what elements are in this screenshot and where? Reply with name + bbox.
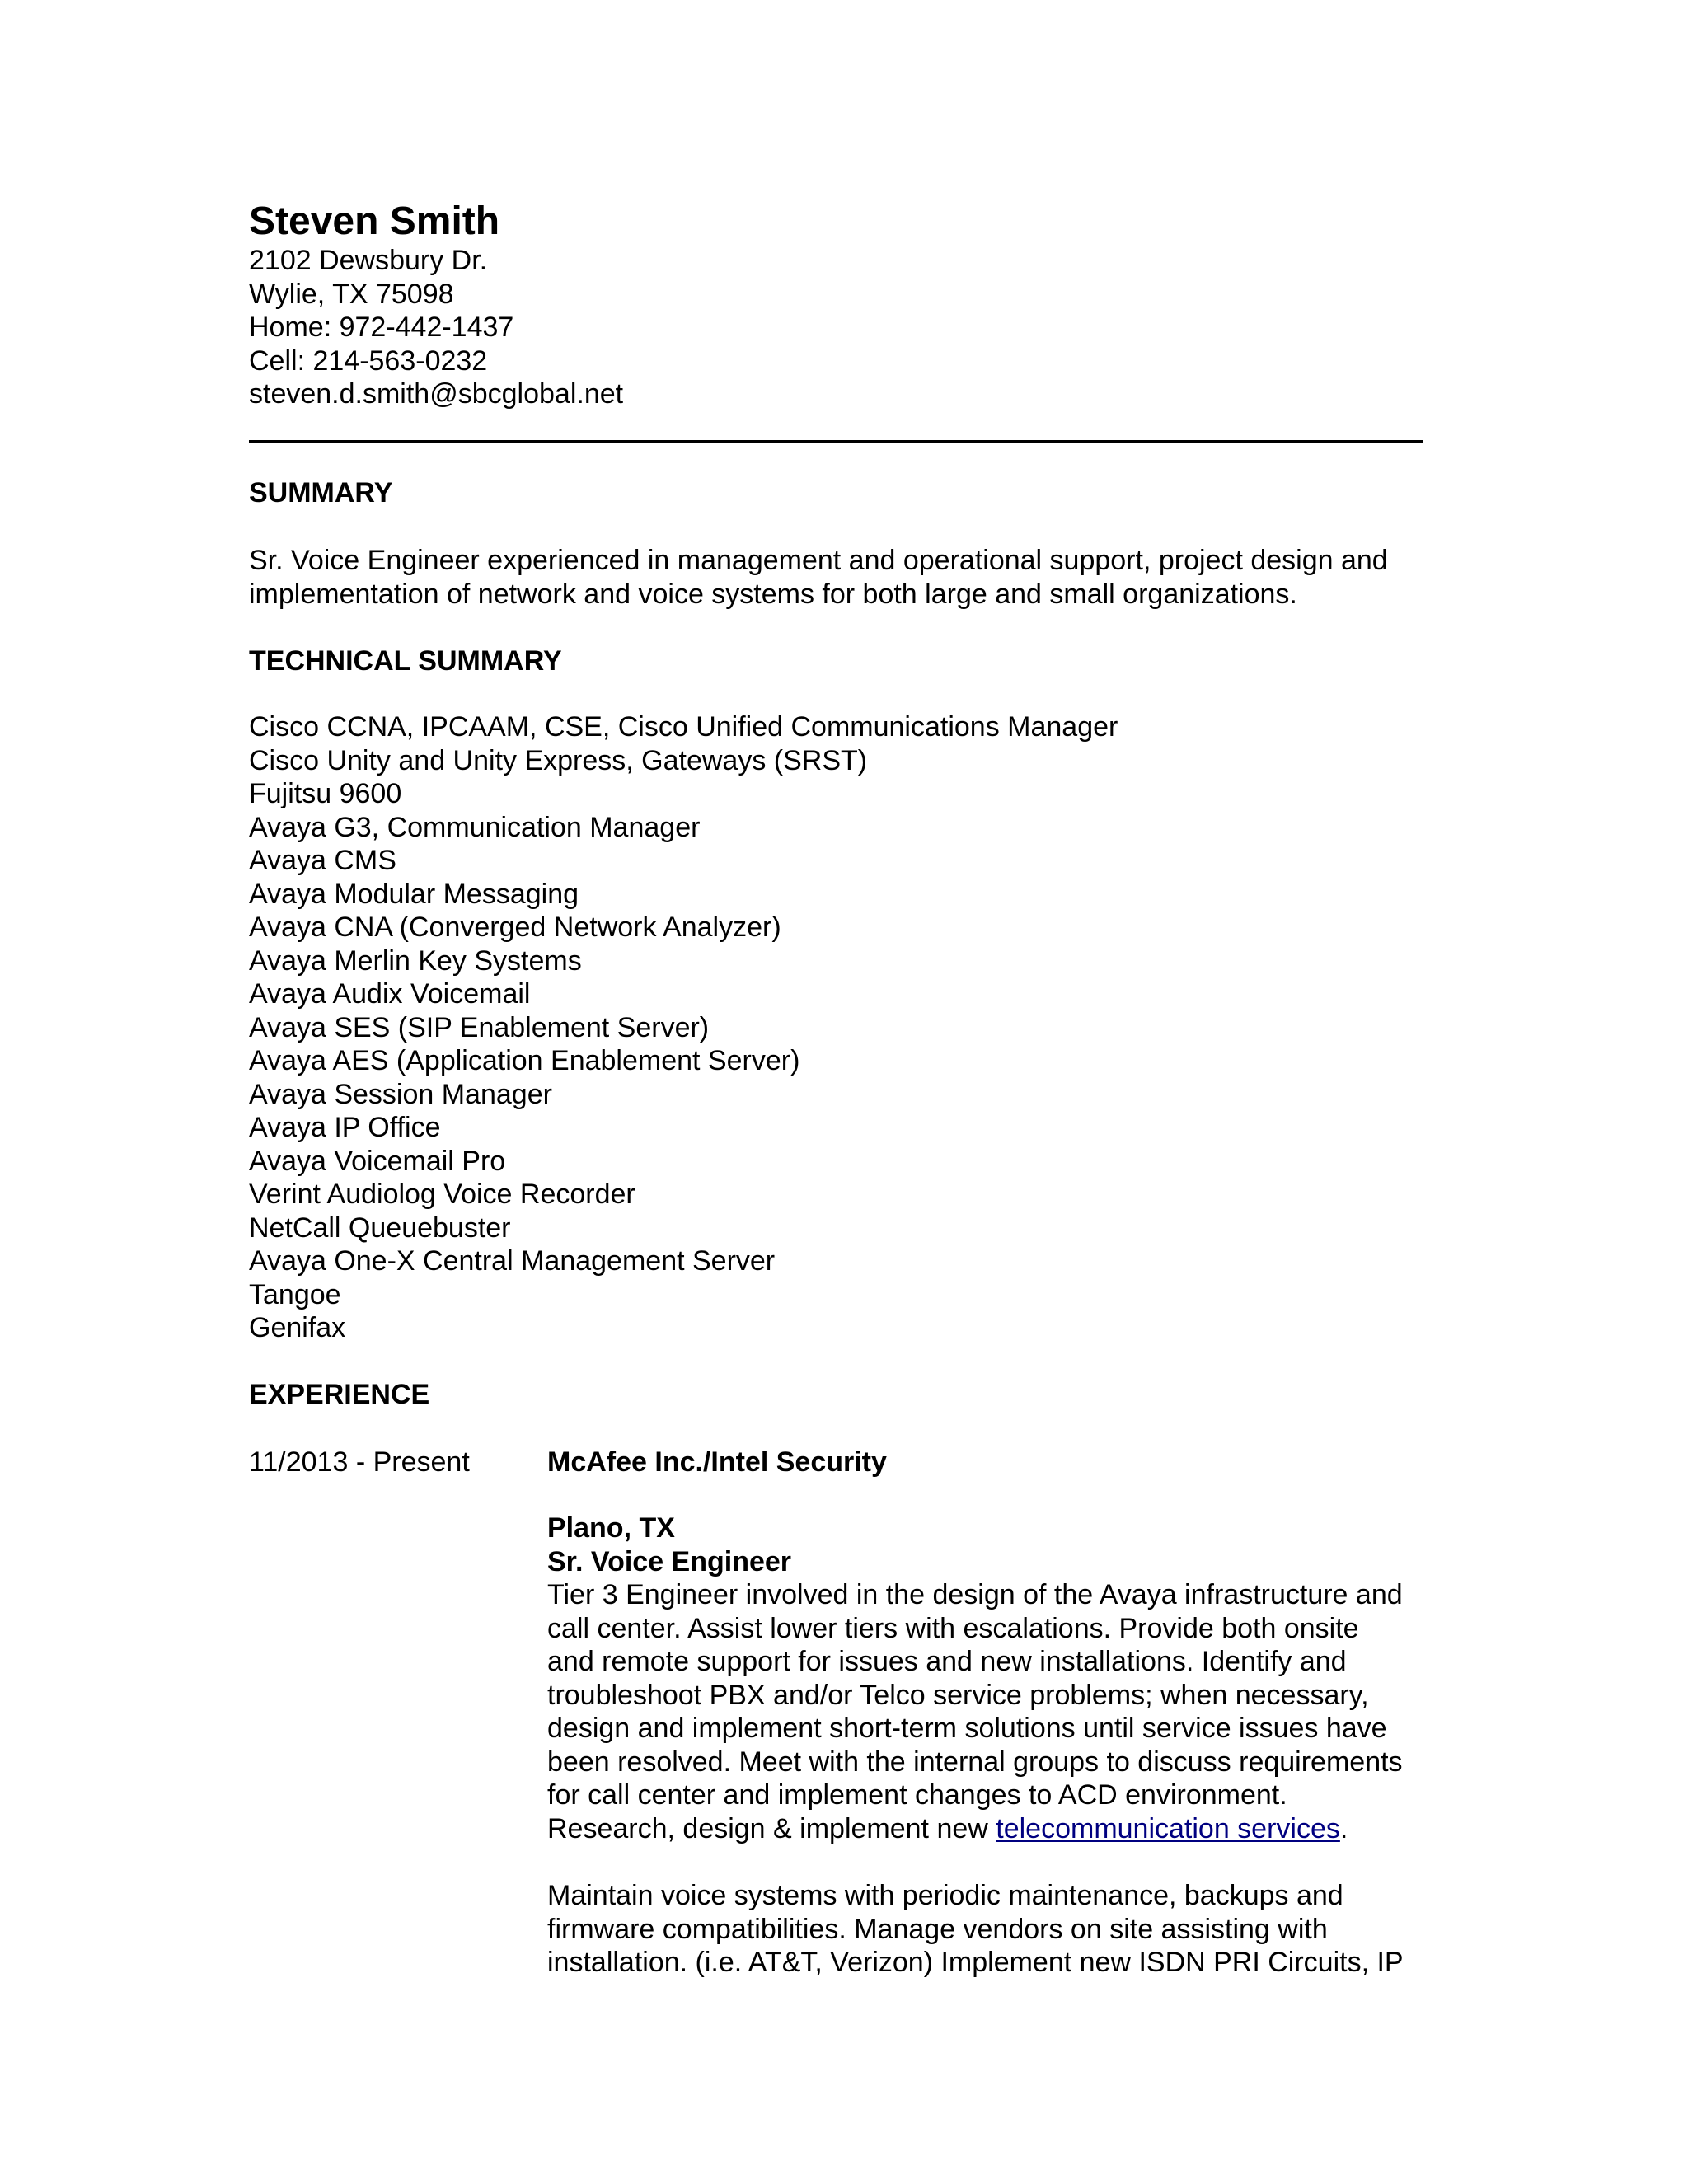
job-description-line: troubleshoot PBX and/or Telco service problems; when necessary, <box>547 1679 1369 1711</box>
skill-item: Genifax <box>249 1312 346 1343</box>
job-description-line: installation. (i.e. AT&T, Verizon) Implement new ISDN PRI Circuits, IP <box>547 1947 1404 1978</box>
summary-paragraph <box>249 544 1388 611</box>
skill-item: Avaya CNA (Converged Network Analyzer) <box>249 912 781 943</box>
job-title: Sr. Voice Engineer <box>547 1545 792 1577</box>
job-location: Plano, TX <box>547 1512 675 1544</box>
job-description-line: been resolved. Meet with the internal groups to discuss requirements <box>547 1746 1403 1778</box>
technical-skills-list <box>249 710 1118 1345</box>
technical-summary-heading: TECHNICAL SUMMARY <box>249 645 562 677</box>
summary-line: implementation of network and voice systems for both large and small organizations. <box>249 578 1297 610</box>
job-details <box>547 1511 1403 1845</box>
skill-item: Avaya Voicemail Pro <box>249 1145 506 1177</box>
candidate-name: Steven Smith <box>249 199 500 243</box>
job-description-line: call center. Assist lower tiers with escalations. Provide both onsite <box>547 1612 1359 1644</box>
job-description-paragraph-2 <box>547 1879 1404 1980</box>
skill-item: Avaya Audix Voicemail <box>249 978 531 1010</box>
job-description-line: Maintain voice systems with periodic maintenance, backups and <box>547 1880 1343 1911</box>
skill-item: Avaya IP Office <box>249 1112 441 1143</box>
skill-item: Avaya Merlin Key Systems <box>249 944 582 977</box>
summary-line: Sr. Voice Engineer experienced in management and operational support, project design and <box>249 545 1388 576</box>
job-description-line: firmware compatibilities. Manage vendors on site assisting with <box>547 1913 1328 1945</box>
skill-item: Fujitsu 9600 <box>249 778 402 809</box>
cell-phone: Cell: 214-563-0232 <box>249 344 488 377</box>
skill-item: Avaya CMS <box>249 845 396 876</box>
job-description-last-line <box>547 1812 1403 1846</box>
skill-item: NetCall Queuebuster <box>249 1212 511 1244</box>
job-description-line: for call center and implement changes to ACD environment. <box>547 1779 1287 1811</box>
skill-item: Cisco CCNA, IPCAAM, CSE, Cisco Unified Communications Manager <box>249 711 1118 743</box>
skill-item: Avaya One-X Central Management Server <box>249 1245 776 1277</box>
job-description-line: design and implement short-term solutions until service issues have <box>547 1713 1387 1744</box>
job-description-line: Tier 3 Engineer involved in the design of the Avaya infrastructure and <box>547 1579 1403 1610</box>
job-description-prefix: Research, design & implement new <box>547 1812 996 1844</box>
job-company: McAfee Inc./Intel Security <box>547 1446 887 1478</box>
telecom-services-link[interactable]: telecommunication services <box>996 1812 1340 1844</box>
summary-heading: SUMMARY <box>249 477 393 509</box>
skill-item: Avaya G3, Communication Manager <box>249 811 701 843</box>
email-address: steven.d.smith@sbcglobal.net <box>249 378 624 410</box>
skill-item: Cisco Unity and Unity Express, Gateways (SRST) <box>249 744 868 776</box>
home-phone: Home: 972-442-1437 <box>249 312 514 343</box>
skill-item: Avaya Modular Messaging <box>249 878 579 910</box>
header-divider <box>249 440 1423 443</box>
experience-heading: EXPERIENCE <box>249 1379 430 1410</box>
job-description-line: and remote support for issues and new installations. Identify and <box>547 1646 1347 1677</box>
address-line-2: Wylie, TX 75098 <box>249 278 454 310</box>
skill-item: Avaya Session Manager <box>249 1078 552 1110</box>
skill-item: Avaya AES (Application Enablement Server) <box>249 1045 800 1076</box>
job-dates: 11/2013 - Present <box>249 1446 470 1478</box>
job-description-suffix: . <box>1339 1812 1348 1844</box>
skill-item: Avaya SES (SIP Enablement Server) <box>249 1011 710 1043</box>
skill-item: Verint Audiolog Voice Recorder <box>249 1179 635 1210</box>
address-line-1: 2102 Dewsbury Dr. <box>249 245 488 276</box>
skill-item: Tangoe <box>249 1278 341 1310</box>
contact-block <box>249 244 623 411</box>
